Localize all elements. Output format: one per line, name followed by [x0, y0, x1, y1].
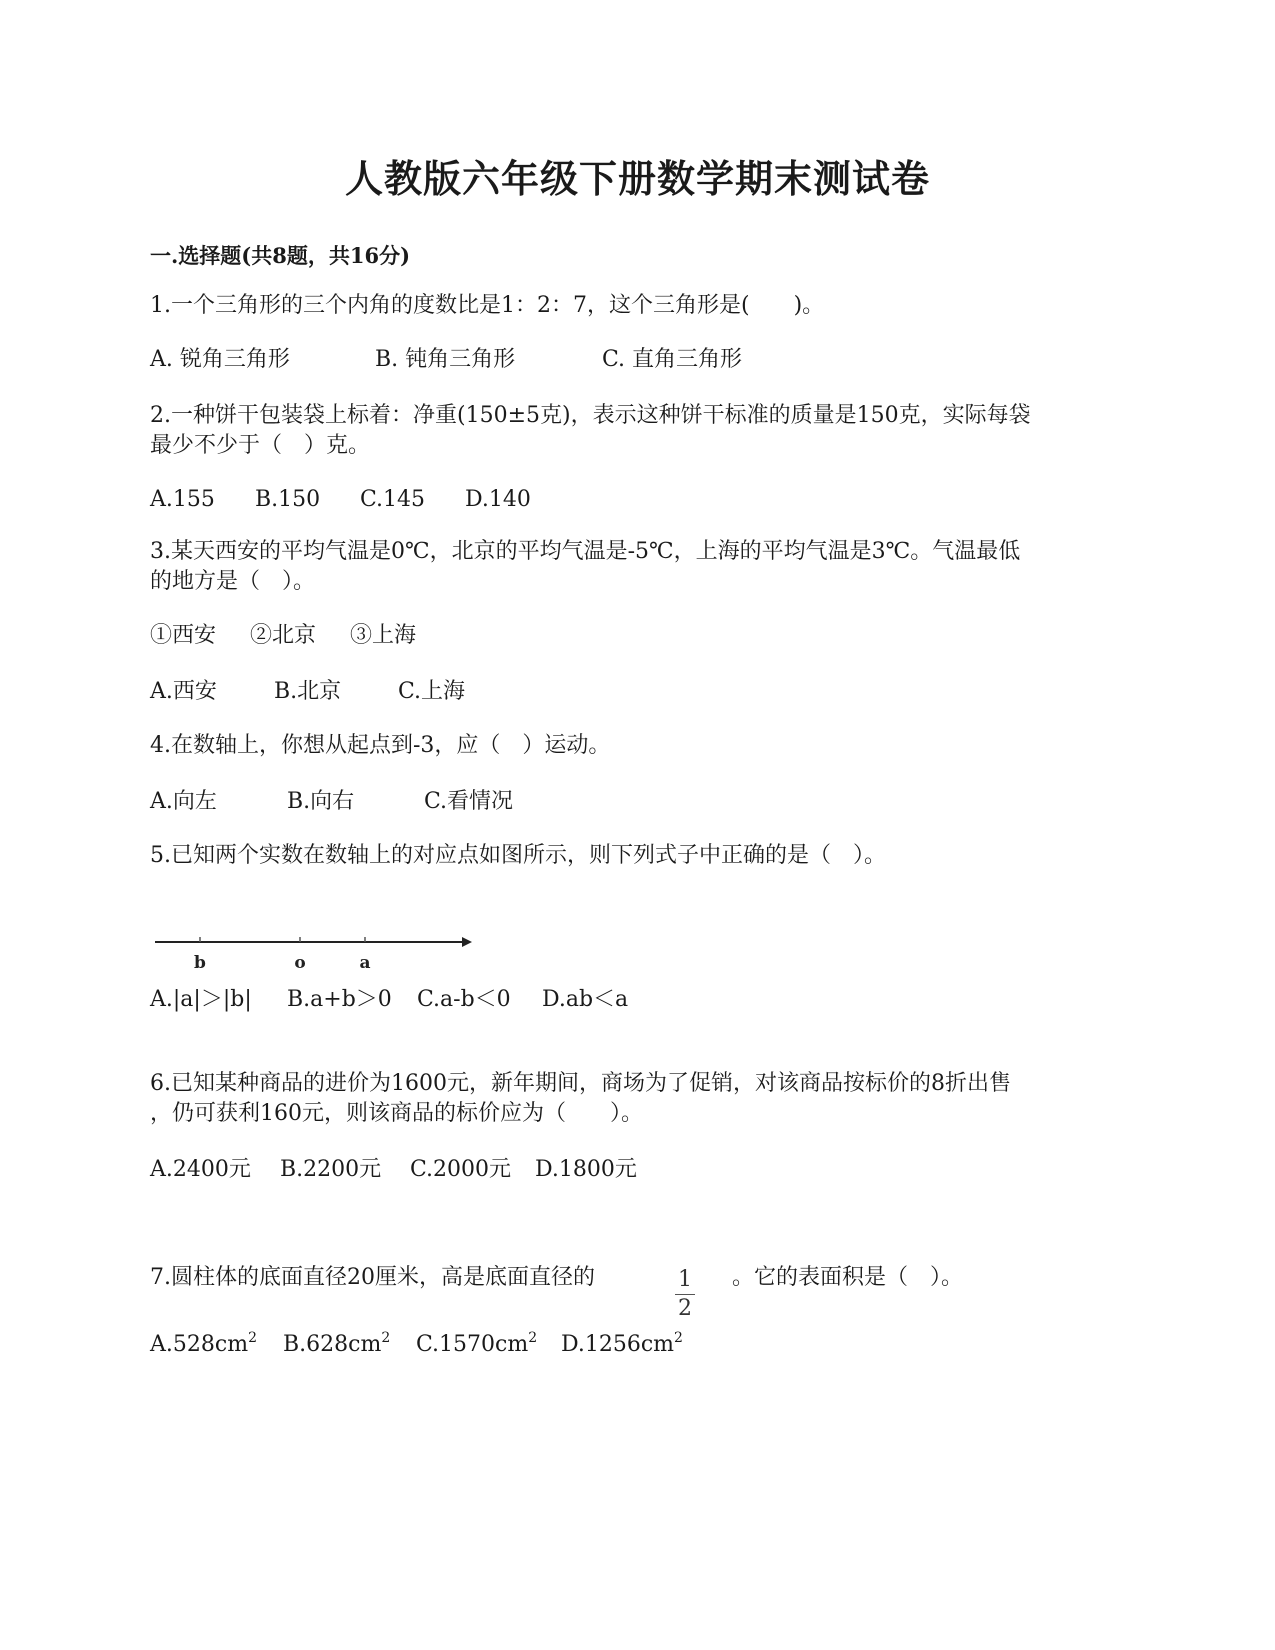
option-b: B.a+b＞0	[287, 987, 392, 1012]
option-c: C.2000元	[410, 1157, 512, 1182]
option-d-value: D.1256cm	[561, 1332, 675, 1357]
option-a: A.|a|＞|b|	[150, 987, 252, 1012]
question-4-options	[150, 786, 513, 818]
option-a: A.向左	[150, 789, 217, 814]
question-6-line-1: 6.已知某种商品的进价为1600元，新年期间，商场为了促销，对该商品按标价的8折出售	[150, 1071, 1011, 1096]
fraction-bar	[675, 1294, 695, 1295]
number-line-figure	[150, 928, 480, 978]
option-a: A. 锐角三角形	[150, 347, 290, 372]
fraction-one-half	[670, 1268, 700, 1321]
option-d	[561, 1322, 683, 1361]
option-c: C.145	[360, 487, 426, 512]
axis-label-o: o	[294, 953, 306, 973]
question-1-options	[150, 344, 742, 376]
item-1: ①西安	[150, 623, 217, 648]
option-c: C.a-b＜0	[417, 987, 511, 1012]
option-d: D.ab＜a	[542, 987, 629, 1012]
question-3-line-2: 的地方是（ ）。	[150, 569, 316, 594]
option-b: B.150	[255, 487, 321, 512]
page-title: 人教版六年级下册数学期末测试卷	[344, 156, 930, 201]
section-heading: 一.选择题(共8题，共16分)	[150, 243, 411, 268]
question-3-items	[150, 620, 416, 652]
option-b: B. 钝角三角形	[375, 347, 516, 372]
option-d: D.140	[465, 487, 531, 512]
question-7-text-before: 7.圆柱体的底面直径20厘米，高是底面直径的	[150, 1265, 595, 1290]
axis-label-a: a	[359, 953, 371, 973]
option-c-value: C.1570cm	[416, 1332, 529, 1357]
item-3: ③上海	[350, 623, 417, 648]
question-2-line-2: 最少不少于（ ）克。	[150, 433, 371, 458]
question-1: 1.一个三角形的三个内角的度数比是1：2：7，这个三角形是( )。	[150, 293, 825, 318]
question-3-line-1: 3.某天西安的平均气温是0℃，北京的平均气温是-5℃，上海的平均气温是3℃。气温最低	[150, 539, 1021, 564]
option-c-exponent: 2	[528, 1330, 538, 1346]
question-7-options	[150, 1322, 683, 1361]
option-c: C.上海	[398, 679, 466, 704]
option-a	[150, 1322, 283, 1361]
question-6-options	[150, 1154, 637, 1186]
fraction-numerator: 1	[678, 1267, 692, 1292]
option-b: B.2200元	[280, 1157, 382, 1182]
option-a-value: A.528cm	[150, 1332, 249, 1357]
option-a-exponent: 2	[248, 1330, 257, 1346]
option-c: C. 直角三角形	[602, 347, 743, 372]
question-5: 5.已知两个实数在数轴上的对应点如图所示，则下列式子中正确的是（ ）。	[150, 843, 886, 868]
option-d: D.1800元	[535, 1157, 637, 1182]
fraction-denominator: 2	[678, 1296, 692, 1321]
axis-label-b: b	[194, 953, 206, 973]
number-line-arrow	[462, 937, 472, 947]
question-7-text-after: 。它的表面积是（ ）。	[732, 1265, 964, 1290]
question-2-options	[150, 484, 531, 516]
option-d-exponent: 2	[674, 1330, 683, 1346]
option-b	[283, 1322, 416, 1361]
option-c	[416, 1322, 561, 1361]
option-b: B.北京	[274, 679, 342, 704]
question-6-line-2: ，仍可获利160元，则该商品的标价应为（ ）。	[150, 1101, 643, 1126]
question-2-line-1: 2.一种饼干包装袋上标着：净重(150±5克)，表示这种饼干标准的质量是150克，实际每袋	[150, 403, 1031, 428]
option-a: A.西安	[150, 679, 217, 704]
option-a: A.2400元	[150, 1157, 251, 1182]
question-5-options	[150, 984, 628, 1016]
option-a: A.155	[150, 487, 215, 512]
question-3-options	[150, 676, 465, 708]
option-b: B.向右	[287, 789, 355, 814]
option-b-exponent: 2	[381, 1330, 391, 1346]
option-c: C.看情况	[424, 789, 514, 814]
option-b-value: B.628cm	[283, 1332, 382, 1357]
item-2: ②北京	[250, 623, 317, 648]
question-4: 4.在数轴上，你想从起点到-3，应（ ）运动。	[150, 733, 611, 758]
